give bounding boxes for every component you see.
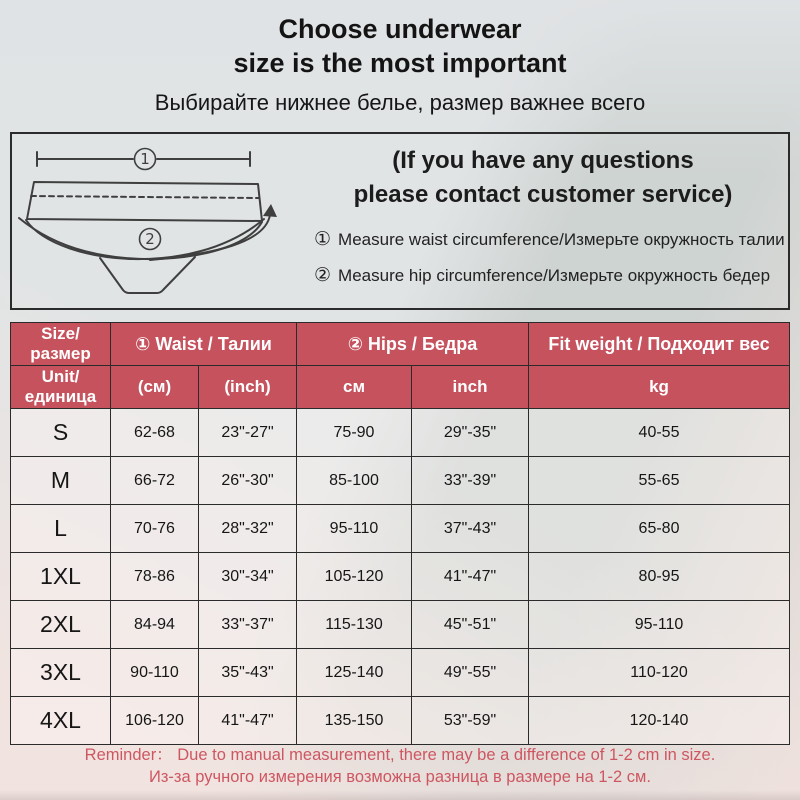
waist-cm-cell: 90-110 xyxy=(111,649,199,697)
bottom-shade-decoration xyxy=(0,790,800,800)
weight-cell: 65-80 xyxy=(529,505,790,553)
table-row xyxy=(11,649,790,697)
weight-cell: 40-55 xyxy=(529,409,790,457)
measure-steps xyxy=(304,228,785,287)
header-weight-kg: kg xyxy=(529,366,790,409)
left-wing-curve xyxy=(19,218,262,259)
waist-inch-cell: 30"-34" xyxy=(199,553,297,601)
size-cell: 4XL xyxy=(11,697,111,745)
waist-cm-cell: 62-68 xyxy=(111,409,199,457)
measure-step-waist-text: Measure waist circumference/Измерьте окружность талии xyxy=(338,230,785,249)
hips-inch-cell: 33"-39" xyxy=(412,457,529,505)
crotch-shape xyxy=(100,257,195,293)
note-line2: please contact customer service) xyxy=(353,181,733,208)
customer-service-note xyxy=(304,144,782,212)
waist-cm-cell: 66-72 xyxy=(111,457,199,505)
hips-cm-cell: 85-100 xyxy=(297,457,412,505)
weight-cell: 95-110 xyxy=(529,601,790,649)
hips-inch-cell: 29"-35" xyxy=(412,409,529,457)
waist-cm-cell: 70-76 xyxy=(111,505,199,553)
header-hips-cm: см xyxy=(297,366,412,409)
weight-cell: 80-95 xyxy=(529,553,790,601)
waist-inch-cell: 35"-43" xyxy=(199,649,297,697)
marker-1-label: 1 xyxy=(140,150,150,168)
waist-inch-cell: 33"-37" xyxy=(199,601,297,649)
hips-inch-cell: 49"-55" xyxy=(412,649,529,697)
hips-cm-cell: 115-130 xyxy=(297,601,412,649)
marker-2-label: 2 xyxy=(145,230,155,248)
hips-inch-cell: 53"-59" xyxy=(412,697,529,745)
size-cell: L xyxy=(11,505,111,553)
table-row xyxy=(11,553,790,601)
reminder-note xyxy=(0,744,800,788)
measurement-guide-panel xyxy=(10,132,790,310)
reminder-line-en: Reminder： Due to manual measurement, there may be a difference of 1-2 cm in size. xyxy=(84,746,716,764)
reminder-line-ru: Из-за ручного измерения возможна разница в размере на 1-2 см. xyxy=(149,768,651,786)
weight-cell: 55-65 xyxy=(529,457,790,505)
header-fit-weight: Fit weight / Подходит вес xyxy=(529,323,790,366)
hips-inch-cell: 37"-43" xyxy=(412,505,529,553)
hips-inch-cell: 41"-47" xyxy=(412,553,529,601)
header-waist-inch: (inch) xyxy=(199,366,297,409)
waist-inch-cell: 23"-27" xyxy=(199,409,297,457)
measure-step-waist xyxy=(314,228,785,251)
header-unit: Unit/единица xyxy=(11,366,111,409)
page-title-line2: size is the most important xyxy=(233,48,567,78)
size-cell: 1XL xyxy=(11,553,111,601)
size-chart-body xyxy=(11,409,790,745)
waist-cm-cell: 106-120 xyxy=(111,697,199,745)
note-line1: (If you have any questions xyxy=(392,147,694,174)
hips-cm-cell: 125-140 xyxy=(297,649,412,697)
size-chart-header xyxy=(11,323,790,409)
circled-1-icon: ① xyxy=(314,229,332,250)
size-cell: M xyxy=(11,457,111,505)
page-title-line1: Choose underwear xyxy=(278,14,522,44)
measure-step-hip xyxy=(314,264,782,287)
hips-cm-cell: 105-120 xyxy=(297,553,412,601)
waist-inch-cell: 28"-32" xyxy=(199,505,297,553)
header-hips: ② Hips / Бедра xyxy=(297,323,529,366)
header-waist-cm: (см) xyxy=(111,366,199,409)
hips-inch-cell: 45"-51" xyxy=(412,601,529,649)
waist-inch-cell: 41"-47" xyxy=(199,697,297,745)
hips-cm-cell: 135-150 xyxy=(297,697,412,745)
size-cell: S xyxy=(11,409,111,457)
table-row xyxy=(11,457,790,505)
waist-cm-cell: 78-86 xyxy=(111,553,199,601)
hips-cm-cell: 75-90 xyxy=(297,409,412,457)
header-waist: ① Waist / Талии xyxy=(111,323,297,366)
waist-inch-cell: 26"-30" xyxy=(199,457,297,505)
waistband-shape xyxy=(27,182,262,221)
measure-step-hip-text: Measure hip circumference/Измерьте окружность бедер xyxy=(338,266,771,285)
underwear-diagram xyxy=(14,135,306,307)
page-subtitle-russian: Выбирайте нижнее белье, размер важнее всего xyxy=(154,90,646,115)
header-hips-inch: inch xyxy=(412,366,529,409)
size-cell: 2XL xyxy=(11,601,111,649)
table-row xyxy=(11,505,790,553)
header-size: Size/размер xyxy=(11,323,111,366)
guide-text-block xyxy=(304,144,785,287)
size-cell: 3XL xyxy=(11,649,111,697)
waistband-stitch-line xyxy=(31,196,259,198)
weight-cell: 110-120 xyxy=(529,649,790,697)
page-title xyxy=(0,12,800,80)
table-row xyxy=(11,697,790,745)
waist-cm-cell: 84-94 xyxy=(111,601,199,649)
circled-2-icon: ② xyxy=(314,265,332,286)
weight-cell: 120-140 xyxy=(529,697,790,745)
hip-arrow-head-icon xyxy=(263,204,277,217)
hips-cm-cell: 95-110 xyxy=(297,505,412,553)
size-chart-table xyxy=(10,322,790,745)
table-row xyxy=(11,601,790,649)
table-row xyxy=(11,409,790,457)
